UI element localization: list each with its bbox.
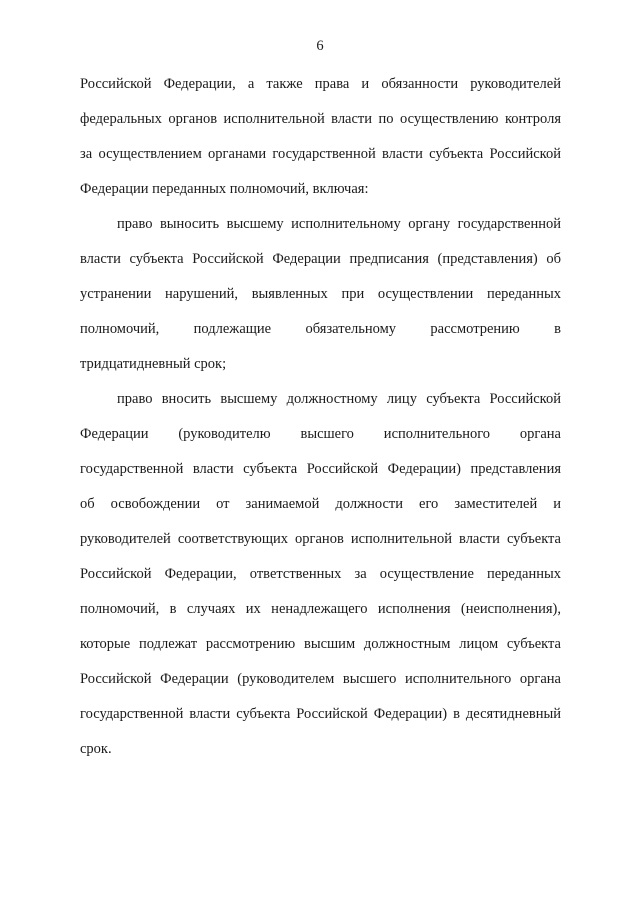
text-line: государственной власти субъекта Российской Федерации) представления [80,461,561,477]
text-line: право вносить высшему должностному лицу субъекта Российской [117,391,561,407]
text-line: Федерации переданных полномочий, включая: [80,181,369,197]
text-line: Российской Федерации (руководителем высшего исполнительного органа [80,671,561,687]
text-line: право выносить высшему исполнительному органу государственной [117,216,561,232]
text-line: полномочий, в случаях их ненадлежащего исполнения (неисполнения), [80,601,561,617]
text-line: тридцатидневный срок; [80,356,227,372]
text-line: руководителей соответствующих органов исполнительной власти субъекта [80,531,561,547]
text-line: об освобождении от занимаемой должности его заместителей и [80,496,561,512]
text-line: полномочий, подлежащие обязательному рассмотрению в [80,321,561,337]
text-line: устранении нарушений, выявленных при осуществлении переданных [80,286,561,302]
text-line: федеральных органов исполнительной власти по осуществлению контроля [80,111,561,127]
text-line: срок. [80,741,112,757]
text-line: которые подлежат рассмотрению высшим должностным лицом субъекта [80,636,561,652]
text-line: за осуществлением органами государственной власти субъекта Российской [80,146,561,162]
text-line: государственной власти субъекта Российской Федерации) в десятидневный [80,706,561,722]
text-line: Российской Федерации, ответственных за осуществление переданных [80,566,561,582]
text-line: Российской Федерации, а также права и обязанности руководителей [80,76,561,92]
page-number: 6 [316,38,324,54]
text-line: власти субъекта Российской Федерации предписания (представления) об [80,251,561,267]
text-line: Федерации (руководителю высшего исполнительного органа [80,426,561,442]
